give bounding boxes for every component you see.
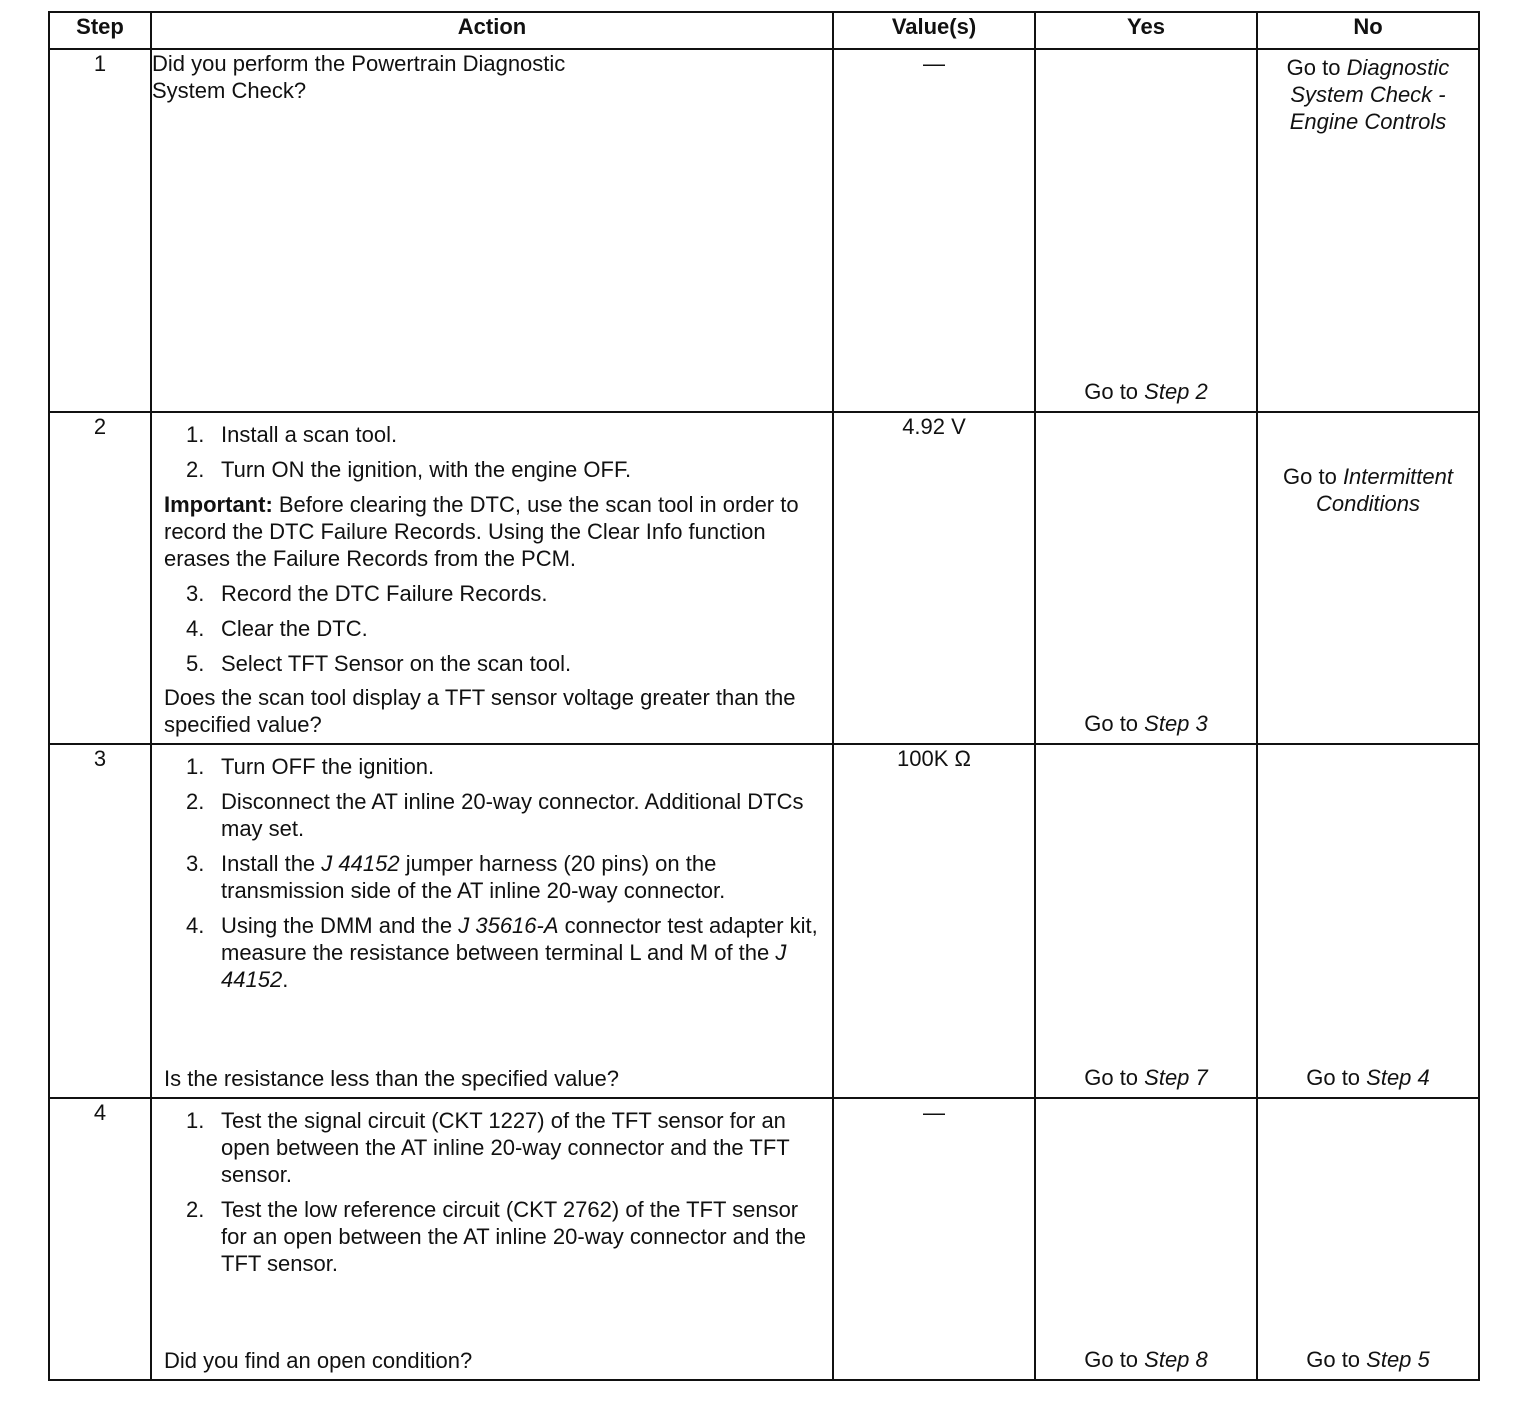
link-prefix: Go to [1084, 711, 1145, 736]
value-cell: — [833, 49, 1035, 412]
yes-cell [1035, 412, 1257, 744]
header-action: Action [151, 12, 833, 49]
action-step: 1. Test the signal circuit (CKT 1227) of the TFT sensor for an open between the AT inline 20-way connector and the TFT sensor. [186, 1108, 790, 1187]
link-target: Intermittent [1342, 464, 1453, 489]
important-label: Important: [164, 492, 273, 517]
action-step: 2. Disconnect the AT inline 20-way connector. Additional DTCs may set. [186, 789, 804, 841]
no-cell [1257, 412, 1479, 744]
action-steps [164, 421, 820, 483]
action-cell [151, 412, 833, 744]
no-cell [1257, 744, 1479, 1098]
yes-link[interactable] [1036, 1064, 1256, 1091]
link-target: Step 4 [1366, 1065, 1430, 1090]
tool-number: J 44152 [221, 940, 787, 992]
action-cell [151, 1098, 833, 1380]
yes-link[interactable] [1036, 710, 1256, 737]
yes-link[interactable] [1036, 1346, 1256, 1373]
link-target: Step 3 [1144, 711, 1208, 736]
action-question: Did you find an open condition? [164, 1348, 473, 1373]
link-prefix: Go to [1286, 55, 1347, 80]
link-target: Step 7 [1144, 1065, 1208, 1090]
value-cell: — [833, 1098, 1035, 1380]
action-question: Is the resistance less than the specified value? [164, 1066, 619, 1091]
action-steps [164, 580, 820, 677]
link-prefix: Go to [1084, 379, 1145, 404]
action-step: 2. Test the low reference circuit (CKT 2762) of the TFT sensor for an open between the AT inline 20-way connector and the TFT sensor. [186, 1197, 807, 1276]
table-row-step-1 [49, 49, 1479, 412]
action-step: 5. Select TFT Sensor on the scan tool. [186, 651, 572, 676]
action-steps [164, 1107, 820, 1277]
tool-number: J 44152 [321, 851, 400, 876]
step-number: 2 [49, 412, 151, 744]
link-target: Diagnostic [1346, 55, 1450, 80]
link-target: Step 8 [1144, 1347, 1208, 1372]
action-step: 1. Turn OFF the ignition. [186, 754, 435, 779]
step-number: 3 [49, 744, 151, 1098]
action-question-line: System Check? [152, 78, 307, 103]
header-yes: Yes [1035, 12, 1257, 49]
step-number: 1 [49, 49, 151, 412]
table-row-step-4 [49, 1098, 1479, 1380]
action-cell [151, 744, 833, 1098]
action-step: 3. Install the J 44152 jumper harness (20 pins) on the transmission side of the AT inline 20-way connector. [186, 851, 726, 903]
action-question-line: Did you perform the Powertrain Diagnostic [152, 51, 566, 76]
action-step: 4. Clear the DTC. [186, 616, 368, 641]
diagnostic-table [48, 11, 1480, 1381]
link-target: Conditions [1316, 491, 1420, 516]
link-prefix: Go to [1306, 1347, 1367, 1372]
no-link[interactable] [1258, 54, 1478, 135]
yes-cell [1035, 49, 1257, 412]
link-prefix: Go to [1084, 1065, 1145, 1090]
no-cell [1257, 1098, 1479, 1380]
action-step: 1. Install a scan tool. [186, 422, 398, 447]
yes-link[interactable] [1036, 378, 1256, 405]
action-step: 4. Using the DMM and the J 35616-A connector test adapter kit, measure the resistance between terminal L and M of the J 44152. [186, 913, 818, 992]
action-step: 2. Turn ON the ignition, with the engine OFF. [186, 457, 632, 482]
header-values: Value(s) [833, 12, 1035, 49]
important-note [164, 491, 820, 572]
table-row-step-3 [49, 744, 1479, 1098]
link-target: Engine Controls [1289, 109, 1447, 134]
link-prefix: Go to [1283, 464, 1343, 489]
action-step: 3. Record the DTC Failure Records. [186, 581, 548, 606]
value-cell: 4.92 V [833, 412, 1035, 744]
link-target: Step 5 [1366, 1347, 1430, 1372]
value-cell: 100K Ω [833, 744, 1035, 1098]
no-link[interactable] [1258, 463, 1478, 517]
no-cell [1257, 49, 1479, 412]
step-number: 4 [49, 1098, 151, 1380]
link-prefix: Go to [1084, 1347, 1145, 1372]
header-no: No [1257, 12, 1479, 49]
header-step: Step [49, 12, 151, 49]
action-question: Does the scan tool display a TFT sensor voltage greater than the specified value? [164, 685, 796, 737]
tool-number: J 35616-A [458, 913, 559, 938]
no-link[interactable] [1258, 1346, 1478, 1373]
link-target: System Check - [1290, 82, 1446, 107]
important-text: Before clearing the DTC, use the scan tool in order to record the DTC Failure Records. Using the Clear Info function erases the Failure Records from the PCM. [164, 492, 799, 571]
action-cell [151, 49, 833, 412]
action-steps [164, 753, 820, 993]
link-prefix: Go to [1306, 1065, 1367, 1090]
header-row [49, 12, 1479, 49]
yes-cell [1035, 744, 1257, 1098]
link-target: Step 2 [1144, 379, 1208, 404]
yes-cell [1035, 1098, 1257, 1380]
table-row-step-2 [49, 412, 1479, 744]
no-link[interactable] [1258, 1064, 1478, 1091]
